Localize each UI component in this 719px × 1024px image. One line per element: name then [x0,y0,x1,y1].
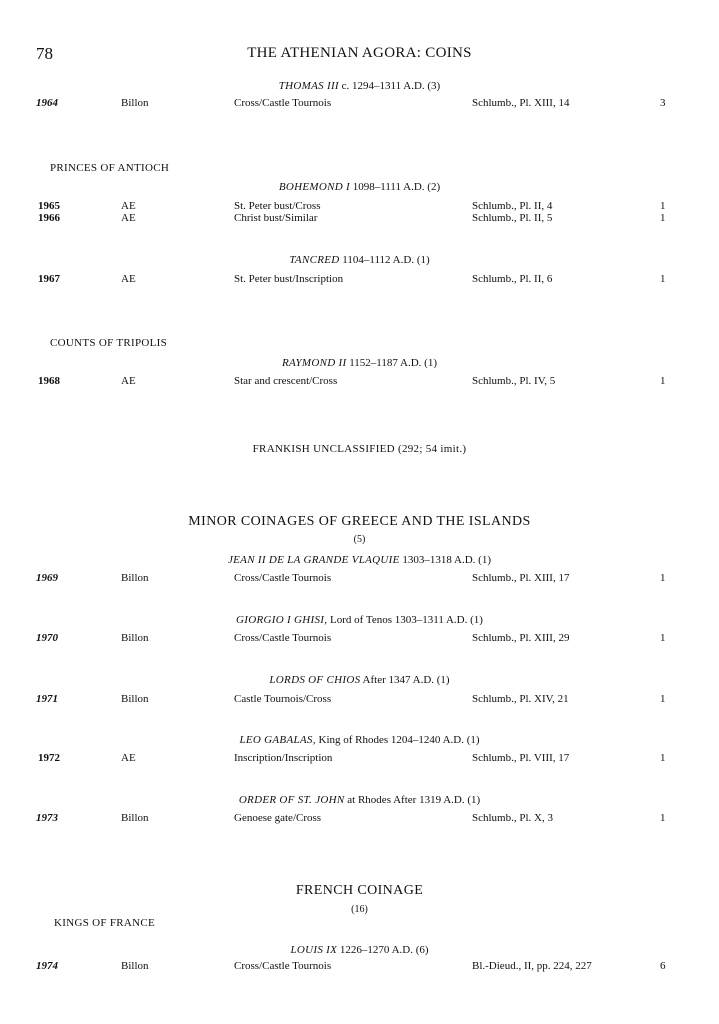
reference: Schlumb., Pl. IV, 5 [472,375,556,387]
coin-type: Christ bust/Similar [234,212,318,224]
metal: AE [121,752,136,764]
catalog-number: 1965 [38,200,60,212]
ruler-heading-tancred [0,254,719,266]
coin-type: Cross/Castle Tournois [234,960,332,972]
reference: Schlumb., Pl. X, 3 [472,812,553,824]
catalog-number: 1967 [38,273,60,285]
section-heading-tripolis: COUNTS OF TRIPOLIS [50,337,168,349]
catalog-number: 1970 [36,632,58,644]
ruler-dates: 1152–1187 A.D. (1) [349,357,437,369]
ruler-dates: After 1347 A.D. (1) [362,674,450,686]
metal: Billon [121,97,149,109]
count: 1 [660,200,666,212]
page-number: 78 [36,44,53,63]
ruler-name: ORDER OF ST. JOHN [238,794,345,806]
coin-type: St. Peter bust/Cross [234,200,321,212]
catalog-row-1970 [0,632,719,646]
catalog-number: 1974 [36,960,58,972]
ruler-name: RAYMOND II [282,357,347,369]
catalog-row-1966 [0,212,719,226]
metal: Billon [121,632,149,644]
ruler-dates: 1104–1112 A.D. (1) [342,254,430,266]
count: 1 [660,212,666,224]
catalog-number: 1966 [38,212,60,224]
reference: Schlumb., Pl. XIII, 14 [472,97,570,109]
ruler-name: LEO GABALAS, [239,734,316,746]
ruler-name: BOHEMOND I [278,181,350,193]
section-heading-kings-of-france: KINGS OF FRANCE [54,917,156,929]
coin-type: Cross/Castle Tournois [234,97,332,109]
section-count-french-coinage: (16) [351,904,368,915]
catalog-row-1974 [0,960,719,974]
reference: Schlumb., Pl. VIII, 17 [472,752,570,764]
section-count-minor-coinages: (5) [353,534,366,545]
ruler-heading-giorgio [0,614,719,626]
catalog-row-1967 [0,273,719,287]
ruler-name: LORDS OF CHIOS [269,674,361,686]
catalog-number: 1973 [36,812,58,824]
coin-type: St. Peter bust/Inscription [234,273,344,285]
ruler-name: JEAN II DE LA GRANDE VLAQUIE [227,554,400,566]
count: 1 [660,572,666,584]
section-heading-french-coinage: FRENCH COINAGE [295,883,424,898]
catalog-number: 1964 [36,97,58,109]
catalog-number: 1972 [38,752,60,764]
frankish-unclassified: FRANKISH UNCLASSIFIED (292; 54 imit.) [252,443,467,455]
catalog-row-1972 [0,752,719,766]
count: 1 [660,693,666,705]
reference: Schlumb., Pl. XIII, 29 [472,632,570,644]
catalog-row-1973 [0,812,719,826]
metal: Billon [121,960,149,972]
ruler-heading-raymond [0,357,719,369]
count: 3 [660,97,666,109]
ruler-name: GIORGIO I GHISI, [236,614,328,626]
count: 1 [660,752,666,764]
ruler-dates: at Rhodes After 1319 A.D. (1) [347,794,481,806]
metal: Billon [121,572,149,584]
catalog-row-1971 [0,693,719,707]
running-head: THE ATHENIAN AGORA: COINS [247,45,472,61]
count: 1 [660,273,666,285]
coin-type: Castle Tournois/Cross [234,693,332,705]
catalog-number: 1971 [36,693,58,705]
catalog-number: 1969 [36,572,58,584]
reference: Schlumb., Pl. XIII, 17 [472,572,570,584]
ruler-heading-order [0,794,719,806]
reference: Schlumb., Pl. II, 4 [472,200,553,212]
ruler-dates: c. 1294–1311 A.D. (3) [341,80,441,92]
reference: Bl.-Dieud., II, pp. 224, 227 [472,960,592,972]
ruler-dates: Lord of Tenos 1303–1311 A.D. (1) [330,614,483,626]
reference: Schlumb., Pl. II, 6 [472,273,553,285]
coin-type: Cross/Castle Tournois [234,572,332,584]
ruler-dates: 1098–1111 A.D. (2) [352,181,441,193]
metal: AE [121,212,136,224]
ruler-heading-bohemond [0,181,719,193]
count: 6 [660,960,666,972]
metal: Billon [121,812,149,824]
ruler-dates: 1303–1318 A.D. (1) [402,554,491,566]
coin-type: Inscription/Inscription [234,752,333,764]
metal: AE [121,273,136,285]
coin-type: Cross/Castle Tournois [234,632,332,644]
section-heading-minor-coinages: MINOR COINAGES OF GREECE AND THE ISLANDS [188,514,531,529]
ruler-dates: 1226–1270 A.D. (6) [339,944,429,956]
coin-type: Genoese gate/Cross [234,812,322,824]
reference: Schlumb., Pl. XIV, 21 [472,693,569,705]
ruler-heading-jean [0,554,719,566]
count: 1 [660,375,666,387]
reference: Schlumb., Pl. II, 5 [472,212,553,224]
section-heading-antioch: PRINCES OF ANTIOCH [50,162,170,174]
ruler-name: LOUIS IX [290,944,338,956]
metal: Billon [121,693,149,705]
ruler-heading-louis [0,944,719,956]
count: 1 [660,632,666,644]
ruler-dates: King of Rhodes 1204–1240 A.D. (1) [318,734,480,746]
coin-type: Star and crescent/Cross [234,375,338,387]
ruler-heading-chios [0,674,719,686]
metal: AE [121,375,136,387]
ruler-name: TANCRED [289,254,340,266]
ruler-name: THOMAS III [278,80,339,92]
ruler-heading-thomas [0,80,719,92]
catalog-row-1964 [0,97,719,111]
count: 1 [660,812,666,824]
metal: AE [121,200,136,212]
catalog-row-1969 [0,572,719,586]
ruler-heading-leo [0,734,719,746]
catalog-row-1968 [0,375,719,389]
catalog-number: 1968 [38,375,60,387]
